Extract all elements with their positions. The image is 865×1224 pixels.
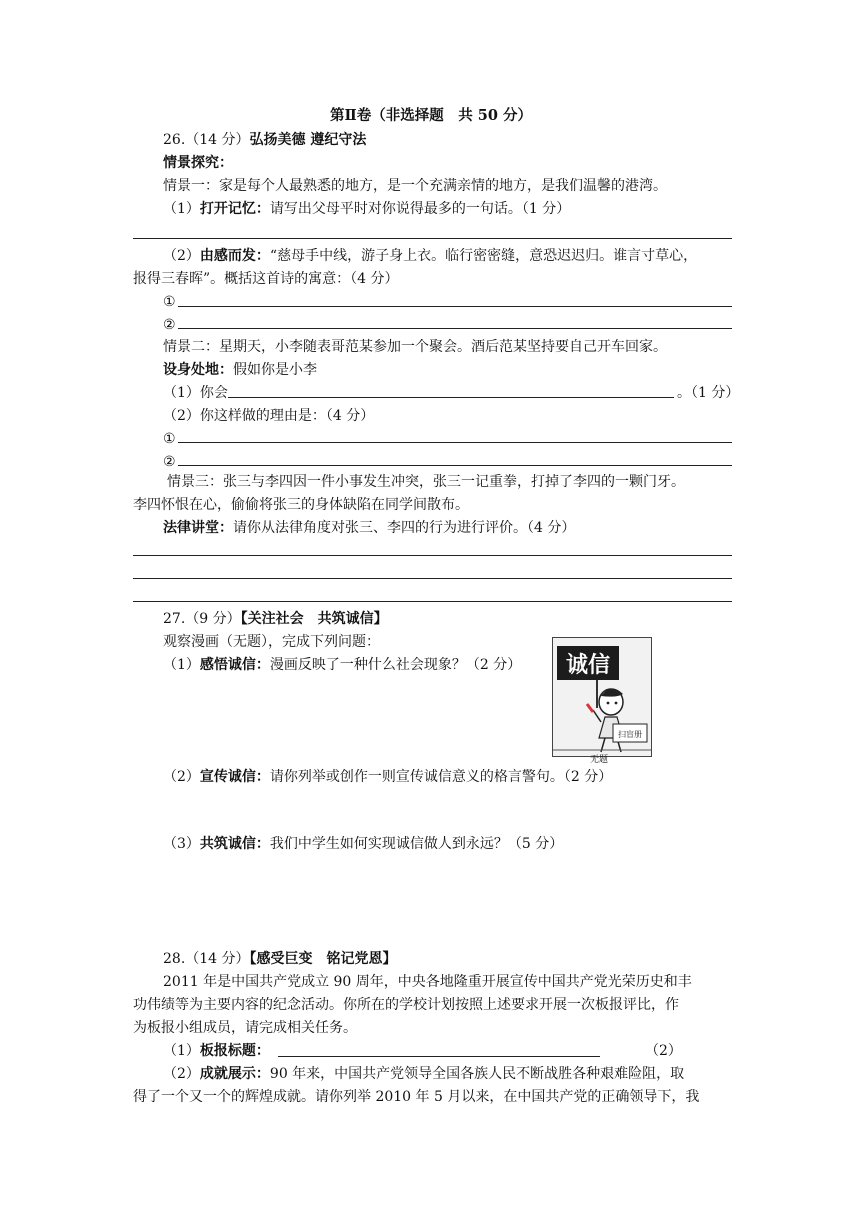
q26-mark-4: ② — [163, 454, 176, 470]
q26-answer-line-7[interactable] — [133, 555, 732, 556]
cartoon-sign-text: 诚信 — [565, 653, 611, 678]
q28-part1 — [163, 1041, 270, 1061]
q26-answer-line-3[interactable] — [178, 328, 732, 329]
q27-part2-number: （2） — [163, 769, 200, 785]
q28-part1-score: （2） — [645, 1043, 682, 1059]
q27-part1 — [163, 655, 521, 675]
q28-part2 — [163, 1064, 684, 1084]
q26-part2-text-1: “慈母手中线，游子身上衣。临行密密缝，意恐迟迟归。谁言寸草心， — [269, 248, 698, 264]
q26-mark-3: ① — [163, 431, 176, 447]
q26-sheshen-bold: 设身处地： — [163, 362, 233, 378]
cartoon-image — [552, 637, 652, 757]
q26-sheshen-text: 假如你是小李 — [233, 362, 317, 378]
q26-q2-text: （2）你这样做的理由是：（4 分） — [163, 408, 375, 424]
q28-part1-bold: 板报标题： — [199, 1043, 270, 1059]
q26-scene-label: 情景探究： — [163, 155, 233, 171]
q26-q1-score: 。（1 分） — [677, 385, 740, 401]
cartoon-drawing — [553, 638, 651, 756]
q26-law — [163, 518, 575, 538]
q28-topic: 【感受巨变 铭记党恩】 — [249, 951, 397, 967]
q26-law-text: 请你从法律角度对张三、李四的行为进行评价。（4 分） — [233, 520, 576, 536]
q28-intro-2: 功伟绩等为主要内容的纪念活动。你所在的学校计划按照上述要求开展一次板报评比，作 — [133, 997, 679, 1013]
q28-part2-bold: 成就展示： — [199, 1066, 270, 1082]
q27-part3 — [163, 834, 563, 854]
q26-scene3-2: 李四怀恨在心，偷偷将张三的身体缺陷在同学间散布。 — [133, 497, 469, 513]
q28-part2-number: （2） — [163, 1066, 200, 1082]
q26-answer-line-1[interactable] — [133, 238, 732, 239]
section-title: 第Ⅱ卷（非选择题 共 50 分） — [330, 107, 532, 124]
q28-part1-number: （1） — [163, 1043, 200, 1059]
q26-answer-line-2[interactable] — [178, 306, 732, 307]
q26-answer-line-9[interactable] — [133, 601, 732, 602]
q27-part1-text: 漫画反映了一种什么社会现象？（2 分） — [269, 657, 522, 673]
q26-heading — [163, 130, 366, 150]
q26-sheshen — [163, 360, 317, 380]
q26-part1 — [163, 199, 570, 219]
q26-law-bold: 法律讲堂： — [163, 520, 233, 536]
q26-part1-bold: 打开记忆： — [199, 201, 270, 217]
q26-part2-text-2: 报得三春晖”。概括这首诗的寓意：（4 分） — [133, 271, 399, 287]
q27-part1-bold: 感悟诚信： — [199, 657, 270, 673]
q26-part2 — [163, 246, 697, 266]
q28-heading — [163, 949, 397, 969]
q28-intro-3: 为板报小组成员，请完成相关任务。 — [133, 1020, 357, 1036]
q26-answer-line-6[interactable] — [178, 465, 732, 466]
q27-number: 27.（9 分） — [163, 611, 241, 627]
cartoon-caption: 无题 — [590, 755, 609, 765]
cartoon-box-text: 扫盲册 — [618, 730, 642, 739]
q27-part3-number: （3） — [163, 836, 200, 852]
q28-title-answer-line[interactable] — [278, 1056, 600, 1057]
q27-intro: 观察漫画（无题），完成下列问题： — [163, 634, 380, 650]
q26-answer-line-8[interactable] — [133, 578, 732, 579]
q27-part1-number: （1） — [163, 657, 200, 673]
q26-topic: 弘扬美德 遵纪守法 — [249, 132, 367, 148]
q26-scene2: 情景二：星期天，小李随表哥范某参加一个聚会。酒后范某坚持要自己开车回家。 — [163, 339, 667, 355]
q27-topic: 【关注社会 共筑诚信】 — [240, 611, 388, 627]
q27-part2 — [163, 767, 612, 787]
q26-mark-2: ② — [163, 317, 176, 333]
q27-part2-bold: 宣传诚信： — [199, 769, 270, 785]
q26-scene1: 情景一：家是每个人最熟悉的地方，是一个充满亲情的地方，是我们温馨的港湾。 — [163, 178, 667, 194]
q26-scene3-1: 情景三：张三与李四因一件小事发生冲突，张三一记重拳，打掉了李四的一颗门牙。 — [167, 474, 685, 490]
q27-heading — [163, 609, 388, 629]
q28-number: 28.（14 分） — [163, 951, 250, 967]
q28-part2-text-2: 得了一个又一个的辉煌成就。请你列举 2010 年 5 月以来，在中国共产党的正确领导下，我 — [133, 1089, 700, 1105]
q26-number: 26.（14 分） — [163, 132, 250, 148]
q27-part2-text: 请你列举或创作一则宣传诚信意义的格言警句。（2 分） — [269, 769, 613, 785]
q28-intro-1: 2011 年是中国共产党成立 90 周年，中央各地隆重开展宣传中国共产党光荣历史和丰 — [163, 974, 692, 990]
q26-part2-number: （2） — [163, 248, 200, 264]
q26-answer-line-5[interactable] — [178, 442, 732, 443]
q26-answer-line-4[interactable] — [228, 397, 674, 398]
q27-part3-bold: 共筑诚信： — [199, 836, 270, 852]
q26-part1-text: 请写出父母平时对你说得最多的一句话。（1 分） — [269, 201, 571, 217]
q26-mark-1: ① — [163, 294, 176, 310]
q27-part3-text: 我们中学生如何实现诚信做人到永远？（5 分） — [269, 836, 564, 852]
q26-part2-bold: 由感而发： — [199, 248, 270, 264]
q26-part1-number: （1） — [163, 201, 200, 217]
q28-part2-text-1: 90 年来，中国共产党领导全国各族人民不断战胜各种艰难险阻，取 — [269, 1066, 685, 1082]
q26-q1-text: （1）你会 — [163, 385, 228, 401]
